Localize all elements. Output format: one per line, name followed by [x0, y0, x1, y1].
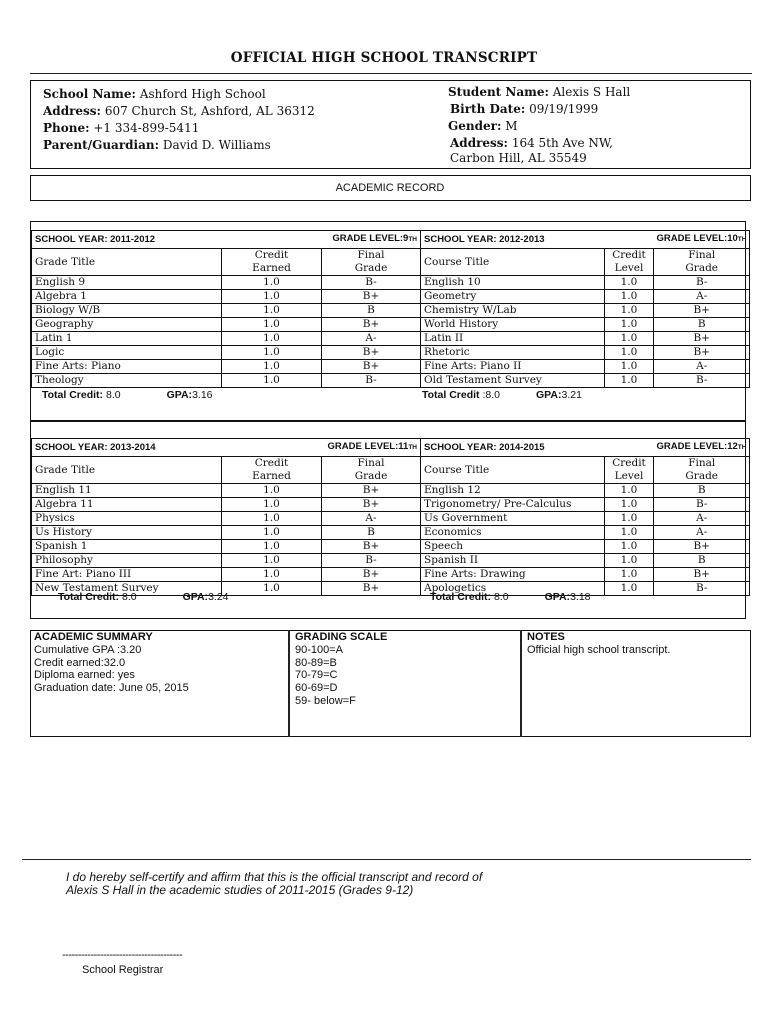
- final-grade: B+: [322, 498, 421, 512]
- table-row: [421, 554, 750, 568]
- year-header-row: [32, 231, 421, 249]
- course-name: Fine Arts: Piano: [32, 360, 222, 374]
- grade-level-label: GRADE LEVEL:9: [332, 233, 409, 244]
- table-row: [32, 346, 421, 360]
- header-line: Earned: [252, 262, 291, 274]
- course-name: English 10: [421, 276, 605, 290]
- course-name: Rhetoric: [421, 346, 605, 360]
- notes-heading: NOTES: [527, 631, 565, 643]
- gender-label: Gender:: [448, 119, 502, 133]
- table-row: [421, 332, 750, 346]
- gpa-value: 3.16: [192, 389, 213, 401]
- table-row: [32, 318, 421, 332]
- course-name: Algebra 11: [32, 498, 222, 512]
- credit-value: 1.0: [605, 512, 654, 526]
- credit-value: 1.0: [605, 374, 654, 388]
- grading-line: 59- below=F: [295, 694, 356, 707]
- grade-level-label: GRADE LEVEL:11: [327, 441, 409, 452]
- academic-summary-heading: ACADEMIC SUMMARY: [34, 631, 153, 643]
- table-row: [32, 374, 421, 388]
- course-name: Fine Arts: Piano II: [421, 360, 605, 374]
- final-grade: B-: [654, 276, 750, 290]
- course-column-header: Course Title: [421, 457, 605, 484]
- table-row: [421, 318, 750, 332]
- course-name: Old Testament Survey: [421, 374, 605, 388]
- total-credit-label: Total Credit:: [430, 591, 492, 603]
- student-address-label: Address:: [450, 136, 508, 150]
- gender-row: [448, 119, 518, 133]
- certification-rule: [22, 859, 751, 860]
- final-grade: B: [654, 484, 750, 498]
- course-name: Biology W/B: [32, 304, 222, 318]
- course-name: Apologetics: [421, 582, 605, 596]
- gpa-label: GPA:: [536, 389, 562, 401]
- year-header-row: [421, 439, 750, 457]
- credit-value: 1.0: [222, 526, 322, 540]
- total-credit: 8.0: [103, 389, 121, 401]
- credit-column-header: [605, 457, 654, 484]
- final-grade: A-: [322, 512, 421, 526]
- course-name: Theology: [32, 374, 222, 388]
- total-credit-label: Total Credit: [422, 389, 480, 401]
- table-row: [32, 290, 421, 304]
- column-header-row: [421, 457, 750, 484]
- grade-level-label: GRADE LEVEL:10: [656, 233, 738, 244]
- birth-date-row: [450, 102, 598, 116]
- table-row: [421, 526, 750, 540]
- column-header-row: [32, 249, 421, 276]
- guardian-name: David D. Williams: [162, 138, 271, 152]
- gpa-value: 3.21: [561, 389, 582, 401]
- gpa-value: 3.18: [570, 591, 591, 603]
- table-row: [421, 290, 750, 304]
- course-name: Chemistry W/Lab: [421, 304, 605, 318]
- guardian-label: Parent/Guardian:: [43, 138, 160, 152]
- course-name: World History: [421, 318, 605, 332]
- final-grade: B+: [322, 540, 421, 554]
- course-column-header: Grade Title: [32, 457, 222, 484]
- course-name: Economics: [421, 526, 605, 540]
- table-row: [32, 554, 421, 568]
- final-grade: B+: [322, 568, 421, 582]
- grade-level-label: GRADE LEVEL:12: [656, 441, 738, 452]
- course-name: Spanish 1: [32, 540, 222, 554]
- student-address-line2: Carbon Hill, AL 35549: [450, 151, 587, 165]
- header-line: Level: [614, 470, 644, 482]
- school-year-label: SCHOOL YEAR: 2012-2013: [421, 231, 654, 249]
- table-row: [32, 568, 421, 582]
- birth-date-label: Birth Date:: [450, 102, 526, 116]
- table-row: [32, 332, 421, 346]
- grade-column-header: [322, 249, 421, 276]
- credit-value: 1.0: [605, 568, 654, 582]
- title-rule: [30, 73, 752, 74]
- grading-scale-heading: GRADING SCALE: [295, 631, 388, 643]
- student-name: Alexis S Hall: [552, 85, 631, 99]
- final-grade: A-: [654, 290, 750, 304]
- gpa-label: GPA:: [182, 591, 209, 603]
- final-grade: B: [654, 318, 750, 332]
- credit-value: 1.0: [605, 582, 654, 596]
- course-name: English 9: [32, 276, 222, 290]
- final-grade: B+: [322, 484, 421, 498]
- grade-level: [322, 439, 421, 457]
- document-title: OFFICIAL HIGH SCHOOL TRANSCRIPT: [230, 50, 538, 66]
- credit-value: 1.0: [222, 374, 322, 388]
- credit-value: 1.0: [605, 346, 654, 360]
- credit-value: 1.0: [222, 276, 322, 290]
- course-name: Speech: [421, 540, 605, 554]
- table-row: [32, 276, 421, 290]
- credit-value: 1.0: [222, 304, 322, 318]
- course-name: Fine Arts: Drawing: [421, 568, 605, 582]
- gender: M: [505, 119, 518, 133]
- final-grade: B-: [654, 582, 750, 596]
- summary-line: Cumulative GPA :3.20: [34, 643, 142, 656]
- credit-value: 1.0: [222, 498, 322, 512]
- year-header-row: [421, 231, 750, 249]
- course-table: [420, 230, 750, 388]
- notes: [527, 631, 670, 657]
- grade-level-suffix: TH: [408, 236, 417, 243]
- final-grade: B: [322, 526, 421, 540]
- course-name: Philosophy: [32, 554, 222, 568]
- year-header-row: [32, 439, 421, 457]
- total-credit: :8.0: [479, 389, 500, 401]
- year-totals: [42, 389, 213, 401]
- credit-value: 1.0: [605, 484, 654, 498]
- school-name-label: School Name:: [43, 87, 136, 101]
- gpa-value: 3.24: [208, 591, 229, 603]
- grade-column-header: [654, 249, 750, 276]
- final-grade: B-: [654, 498, 750, 512]
- credit-value: 1.0: [605, 360, 654, 374]
- credit-value: 1.0: [605, 526, 654, 540]
- student-address-line1: 164 5th Ave NW,: [511, 136, 613, 150]
- table-row: [421, 484, 750, 498]
- certification-statement: [66, 871, 482, 897]
- final-grade: B+: [654, 346, 750, 360]
- grade-column-header: [654, 457, 750, 484]
- total-credit-label: Total Credit:: [42, 389, 104, 401]
- final-grade: B-: [322, 554, 421, 568]
- final-grade: B-: [322, 374, 421, 388]
- summary-line: Graduation date: June 05, 2015: [34, 682, 189, 695]
- table-row: [32, 498, 421, 512]
- credit-value: 1.0: [605, 540, 654, 554]
- birth-date: 09/19/1999: [529, 102, 599, 116]
- course-name: Spanish II: [421, 554, 605, 568]
- school-year-label: SCHOOL YEAR: 2013-2014: [32, 439, 322, 457]
- final-grade: B+: [654, 568, 750, 582]
- header-line: Final: [688, 249, 716, 261]
- credit-value: 1.0: [222, 290, 322, 304]
- table-row: [421, 360, 750, 374]
- column-header-row: [421, 249, 750, 276]
- student-name-row: [448, 85, 630, 99]
- credit-value: 1.0: [605, 318, 654, 332]
- course-name: Logic: [32, 346, 222, 360]
- school-name: Ashford High School: [139, 87, 266, 101]
- school-name-row: [43, 87, 266, 101]
- course-name: Latin II: [421, 332, 605, 346]
- credit-column-header: [605, 249, 654, 276]
- credit-value: 1.0: [222, 346, 322, 360]
- year-totals: [430, 591, 591, 603]
- table-row: [32, 526, 421, 540]
- final-grade: A-: [654, 512, 750, 526]
- student-name-label: Student Name:: [448, 85, 549, 99]
- final-grade: B-: [654, 374, 750, 388]
- course-name: Algebra 1: [32, 290, 222, 304]
- credit-value: 1.0: [222, 332, 322, 346]
- header-line: Grade: [354, 262, 388, 274]
- table-row: [421, 276, 750, 290]
- header-line: Grade: [354, 470, 388, 482]
- gpa-label: GPA:: [166, 389, 193, 401]
- grade-level: [322, 231, 421, 249]
- course-name: Physics: [32, 512, 222, 526]
- final-grade: A-: [654, 526, 750, 540]
- summary-divider-1: [288, 630, 290, 737]
- signature-line: --------------------------------------: [62, 949, 183, 961]
- header-line: Final: [357, 457, 385, 469]
- table-row: [421, 374, 750, 388]
- header-line: Final: [357, 249, 385, 261]
- total-credit: 8.0: [491, 591, 509, 603]
- header-line: Credit: [254, 457, 289, 469]
- header-line: Final: [688, 457, 716, 469]
- course-name: English 12: [421, 484, 605, 498]
- grade-level-suffix: TH: [737, 444, 747, 451]
- course-name: English 11: [32, 484, 222, 498]
- credit-value: 1.0: [605, 276, 654, 290]
- course-name: Us History: [32, 526, 222, 540]
- grading-line: 70-79=C: [295, 669, 338, 682]
- grading-scale: [295, 631, 387, 708]
- header-line: Credit: [612, 249, 646, 261]
- grade-level-suffix: TH: [408, 444, 417, 451]
- course-table: [420, 438, 750, 596]
- credit-value: 1.0: [605, 498, 654, 512]
- table-row: [421, 498, 750, 512]
- course-table: [31, 230, 421, 388]
- summary-divider-2: [520, 630, 522, 737]
- table-row: [32, 540, 421, 554]
- credit-value: 1.0: [222, 582, 322, 596]
- final-grade: B+: [654, 540, 750, 554]
- table-row: [32, 512, 421, 526]
- school-year-label: SCHOOL YEAR: 2011-2012: [32, 231, 322, 249]
- credit-value: 1.0: [222, 512, 322, 526]
- final-grade: B+: [322, 582, 421, 596]
- school-phone-label: Phone:: [43, 121, 90, 135]
- final-grade: B+: [322, 360, 421, 374]
- total-credit: 8.0: [119, 591, 137, 603]
- summary-line: Credit earned:32.0: [34, 656, 126, 669]
- school-address: 607 Church St, Ashford, AL 36312: [104, 104, 315, 118]
- year-totals: [422, 389, 582, 401]
- credit-value: 1.0: [222, 318, 322, 332]
- final-grade: B+: [322, 318, 421, 332]
- student-address-row: [450, 136, 613, 150]
- course-name: Trigonometry/ Pre-Calculus: [421, 498, 605, 512]
- final-grade: B+: [654, 304, 750, 318]
- school-year-label: SCHOOL YEAR: 2014-2015: [421, 439, 654, 457]
- credit-value: 1.0: [222, 554, 322, 568]
- credit-value: 1.0: [222, 568, 322, 582]
- table-row: [421, 304, 750, 318]
- course-name: Geometry: [421, 290, 605, 304]
- header-line: Grade: [685, 470, 719, 482]
- registrar-label: School Registrar: [82, 964, 164, 976]
- course-table: [31, 438, 421, 596]
- course-column-header: Course Title: [421, 249, 605, 276]
- grading-line: 60-69=D: [295, 682, 338, 695]
- notes-text: Official high school transcript.: [527, 643, 671, 656]
- course-name: New Testament Survey: [32, 582, 222, 596]
- header-line: Credit: [254, 249, 289, 261]
- course-name: Latin 1: [32, 332, 222, 346]
- grade-level-suffix: TH: [737, 236, 747, 243]
- final-grade: B+: [654, 332, 750, 346]
- column-header-row: [32, 457, 421, 484]
- school-address-row: [43, 104, 315, 118]
- final-grade: B: [654, 554, 750, 568]
- final-grade: A-: [322, 332, 421, 346]
- final-grade: B: [322, 304, 421, 318]
- certification-line: Alexis S Hall in the academic studies of 2011-2015 (Grades 9-12): [66, 883, 414, 897]
- credit-value: 1.0: [222, 360, 322, 374]
- credit-value: 1.0: [605, 554, 654, 568]
- academic-summary: [34, 631, 189, 695]
- final-grade: B+: [322, 290, 421, 304]
- header-box: [30, 80, 751, 169]
- final-grade: B+: [322, 346, 421, 360]
- course-name: Fine Art: Piano III: [32, 568, 222, 582]
- academic-record-banner: [30, 175, 751, 201]
- table-row: [421, 568, 750, 582]
- grading-line: 80-89=B: [295, 656, 337, 669]
- credit-column-header: [222, 249, 322, 276]
- grading-line: 90-100=A: [295, 643, 344, 656]
- table-row: [421, 346, 750, 360]
- header-line: Credit: [612, 457, 646, 469]
- header-line: Level: [614, 262, 644, 274]
- course-name: Us Government: [421, 512, 605, 526]
- table-row: [421, 512, 750, 526]
- table-row: [32, 360, 421, 374]
- grade-column-header: [322, 457, 421, 484]
- course-name: Geography: [32, 318, 222, 332]
- guardian-row: [43, 138, 271, 152]
- school-phone-row: [43, 121, 199, 135]
- credit-value: 1.0: [605, 290, 654, 304]
- credit-column-header: [222, 457, 322, 484]
- year-totals: [58, 591, 229, 603]
- grade-level: [654, 231, 750, 249]
- school-phone: +1 334-899-5411: [93, 121, 200, 135]
- credit-value: 1.0: [605, 332, 654, 346]
- academic-record-label: ACADEMIC RECORD: [335, 182, 445, 194]
- header-line: Grade: [685, 262, 719, 274]
- header-line: Earned: [252, 470, 291, 482]
- final-grade: A-: [654, 360, 750, 374]
- gpa-label: GPA:: [544, 591, 571, 603]
- total-credit-label: Total Credit:: [58, 591, 120, 603]
- table-row: [421, 540, 750, 554]
- credit-value: 1.0: [222, 540, 322, 554]
- table-row: [32, 304, 421, 318]
- table-row: [32, 484, 421, 498]
- grade-level: [654, 439, 750, 457]
- final-grade: B-: [322, 276, 421, 290]
- summary-line: Diploma earned: yes: [34, 669, 135, 682]
- course-column-header: Grade Title: [32, 249, 222, 276]
- credit-value: 1.0: [222, 484, 322, 498]
- school-address-label: Address:: [43, 104, 101, 118]
- certification-line: I do hereby self-certify and affirm that this is the official transcript and record of: [66, 870, 483, 884]
- credit-value: 1.0: [605, 304, 654, 318]
